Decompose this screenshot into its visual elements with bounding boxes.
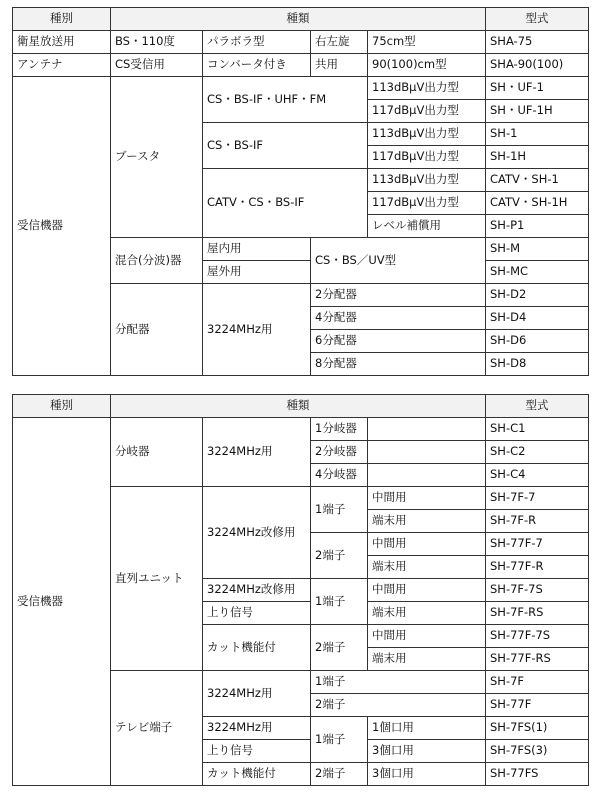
equipment-table-2: [12, 394, 589, 786]
mixer-model: SH-MC: [486, 261, 589, 284]
series-unit-model: SH-77F-7: [486, 533, 589, 556]
antenna-band-line2: CS受信用: [111, 54, 203, 77]
antenna-pol-line2: 共用: [311, 54, 368, 77]
series-unit-terminal: 1端子: [311, 487, 368, 533]
booster-output: 113dBμV出力型: [368, 123, 486, 146]
booster-output: 113dBμV出力型: [368, 77, 486, 100]
booster-model: SH-P1: [486, 215, 589, 238]
mixer-place: 屋外用: [203, 261, 311, 284]
table-row: [13, 54, 589, 77]
booster-band: CATV・CS・BS-IF: [203, 169, 368, 238]
splitter-ways: 1分岐器: [311, 418, 368, 441]
table-row: [13, 418, 589, 441]
distributor-ways: 4分配器: [311, 307, 486, 330]
antenna-form-line1: パラボラ型: [203, 31, 311, 54]
series-unit-terminal: 2端子: [311, 625, 368, 671]
tv-terminal-model: SH-77F: [486, 694, 589, 717]
series-unit-model: SH-77F-R: [486, 556, 589, 579]
splitter-ways: 4分岐器: [311, 464, 368, 487]
tv-terminal-model: SH-7FS(3): [486, 740, 589, 763]
series-unit-pos: 中間用: [368, 579, 486, 602]
booster-band: CS・BS-IF・UHF・FM: [203, 77, 368, 123]
series-unit-band-b-line3: カット機能付: [203, 625, 311, 671]
booster-model: SH・UF-1H: [486, 100, 589, 123]
series-unit-pos: 中間用: [368, 625, 486, 648]
equipment-table-1: [12, 7, 589, 376]
tv-terminal-port: 1個口用: [368, 717, 486, 740]
header-type: 種類: [111, 395, 486, 418]
distributor-band: 3224MHz用: [203, 284, 311, 376]
booster-model: SH-1: [486, 123, 589, 146]
distributor-ways: 2分配器: [311, 284, 486, 307]
series-unit-terminal: 2端子: [311, 533, 368, 579]
booster-model: SH-1H: [486, 146, 589, 169]
booster-model: CATV・SH-1H: [486, 192, 589, 215]
tv-terminal-band-b-line1: 3224MHz用: [203, 717, 311, 740]
series-unit-band-b-line2: 上り信号: [203, 602, 311, 625]
empty-cell: [368, 441, 486, 464]
tv-terminal-terminal: 2端子: [311, 694, 486, 717]
header-kind: 種別: [13, 8, 111, 31]
tv-terminal-label: テレビ端子: [111, 671, 203, 786]
booster-band: CS・BS-IF: [203, 123, 368, 169]
table-header-row: [13, 395, 589, 418]
booster-model: CATV・SH-1: [486, 169, 589, 192]
distributor-ways: 8分配器: [311, 353, 486, 376]
table-row: [13, 31, 589, 54]
series-unit-model: SH-7F-RS: [486, 602, 589, 625]
series-unit-pos: 中間用: [368, 533, 486, 556]
series-unit-label: 直列ユニット: [111, 487, 203, 671]
mixer-band: CS・BS／UV型: [311, 238, 486, 284]
series-unit-band-a: 3224MHz改修用: [203, 487, 311, 579]
antenna-band-line1: BS・110度: [111, 31, 203, 54]
series-unit-band-b-line1: 3224MHz改修用: [203, 579, 311, 602]
series-unit-model: SH-77F-7S: [486, 625, 589, 648]
antenna-size: 90(100)cm型: [368, 54, 486, 77]
booster-output: 117dBμV出力型: [368, 146, 486, 169]
mixer-model: SH-M: [486, 238, 589, 261]
header-model: 型式: [486, 395, 589, 418]
antenna-kind-line1: 衛星放送用: [13, 31, 111, 54]
series-unit-model: SH-7F-R: [486, 510, 589, 533]
tv-terminal-band-b-line2: 上り信号: [203, 740, 311, 763]
distributor-model: SH-D4: [486, 307, 589, 330]
booster-output: レベル補償用: [368, 215, 486, 238]
tv-terminal-band-a: 3224MHz用: [203, 671, 311, 717]
table-header-row: [13, 8, 589, 31]
antenna-model: SHA-90(100): [486, 54, 589, 77]
mixer-place: 屋内用: [203, 238, 311, 261]
booster-output: 113dBμV出力型: [368, 169, 486, 192]
series-unit-terminal: 1端子: [311, 579, 368, 625]
distributor-model: SH-D2: [486, 284, 589, 307]
distributor-model: SH-D6: [486, 330, 589, 353]
splitter-label: 分岐器: [111, 418, 203, 487]
series-unit-pos: 中間用: [368, 487, 486, 510]
receiver-kind: 受信機器: [13, 418, 111, 786]
header-model: 型式: [486, 8, 589, 31]
series-unit-pos: 端末用: [368, 510, 486, 533]
splitter-model: SH-C4: [486, 464, 589, 487]
receiver-kind: 受信機器: [13, 77, 111, 376]
tv-terminal-terminal: 2端子: [311, 763, 368, 786]
splitter-model: SH-C1: [486, 418, 589, 441]
booster-label: ブースタ: [111, 77, 203, 238]
distributor-ways: 6分配器: [311, 330, 486, 353]
splitter-model: SH-C2: [486, 441, 589, 464]
mixer-label: 混合(分波)器: [111, 238, 203, 284]
antenna-pol-line1: 右左旋: [311, 31, 368, 54]
booster-output: 117dBμV出力型: [368, 100, 486, 123]
series-unit-pos: 端末用: [368, 602, 486, 625]
splitter-ways: 2分岐器: [311, 441, 368, 464]
header-type: 種類: [111, 8, 486, 31]
antenna-model: SHA-75: [486, 31, 589, 54]
tv-terminal-model: SH-7F: [486, 671, 589, 694]
series-unit-model: SH-77F-RS: [486, 648, 589, 671]
tv-terminal-terminal: 1端子: [311, 717, 368, 763]
series-unit-model: SH-7F-7S: [486, 579, 589, 602]
distributor-label: 分配器: [111, 284, 203, 376]
table-row: [13, 77, 589, 100]
antenna-form-line2: コンバータ付き: [203, 54, 311, 77]
antenna-kind-line2: アンテナ: [13, 54, 111, 77]
tv-terminal-port: 3個口用: [368, 740, 486, 763]
series-unit-pos: 端末用: [368, 648, 486, 671]
tv-terminal-port: 3個口用: [368, 763, 486, 786]
series-unit-model: SH-7F-7: [486, 487, 589, 510]
tv-terminal-model: SH-77FS: [486, 763, 589, 786]
empty-cell: [368, 418, 486, 441]
booster-model: SH・UF-1: [486, 77, 589, 100]
booster-output: 117dBμV出力型: [368, 192, 486, 215]
splitter-band: 3224MHz用: [203, 418, 311, 487]
distributor-model: SH-D8: [486, 353, 589, 376]
series-unit-pos: 端末用: [368, 556, 486, 579]
antenna-size: 75cm型: [368, 31, 486, 54]
header-kind: 種別: [13, 395, 111, 418]
tv-terminal-terminal: 1端子: [311, 671, 486, 694]
empty-cell: [368, 464, 486, 487]
tv-terminal-band-b-line3: カット機能付: [203, 763, 311, 786]
tv-terminal-model: SH-7FS(1): [486, 717, 589, 740]
